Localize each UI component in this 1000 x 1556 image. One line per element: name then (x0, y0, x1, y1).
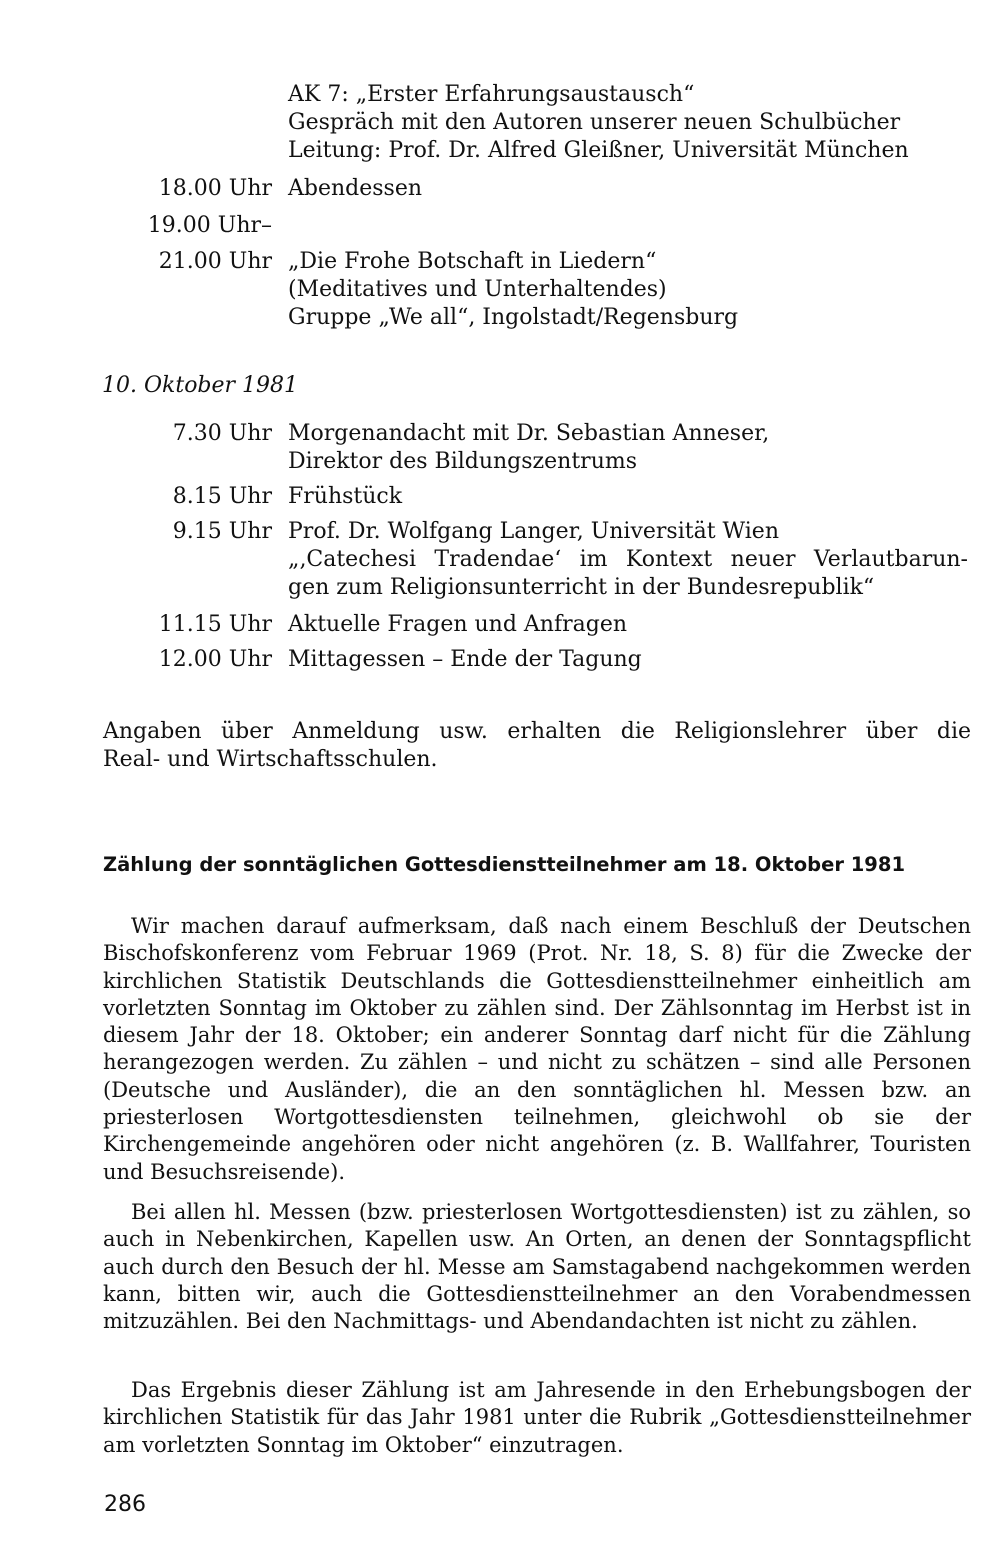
ak7-subtitle: Gespräch mit den Autoren unserer neuen Schulbücher (288, 110, 901, 135)
paragraph: Wir machen darauf aufmerksam, daß nach einem Beschluß der Deutschen Bischofskonferenz vom Februar 1969 (Prot. Nr. 18, S. 8) für die Zwecke der kirchlichen Statistik Deutschlands die Gottesdienstteilnehmer einheitlich am vorletzten Sonntag im Oktober zu zählen sind. Der Zählsonntag im Herbst ist in diesem Jahr der 18. Oktober; ein anderer Sonntag darf nicht für die Zählung herangezogen werden. Zu zählen – und nicht zu schätzen – sind alle Personen (Deutsche und Ausländer), die an den sonntäglichen hl. Messen bzw. an priesterlosen Wortgottesdiensten teilnehmen, gleichwohl ob sie der Kirchengemeinde angehören oder nicht angehören (z. B. Wallfahrer, Touristen und Besuchsreisende). (103, 914, 971, 1184)
schedule-event: Frühstück (288, 484, 403, 509)
schedule-event: „Die Frohe Botschaft in Liedern“ (288, 249, 657, 274)
schedule-time: 12.00 Uhr (158, 647, 272, 672)
date-heading: 10. Oktober 1981 (102, 373, 299, 398)
schedule-event: gen zum Religionsunterricht in der Bundesrepublik“ (288, 575, 875, 600)
ak7-title: AK 7: „Erster Erfahrungsaustausch“ (288, 82, 695, 107)
paragraph: Bei allen hl. Messen (bzw. priesterlosen Wortgottesdiensten) ist zu zählen, so auch in Nebenkirchen, Kapellen usw. An Orten, an denen der Sonntagspflicht auch durch den Besuch der hl. Messe am Samstagabend nachgekommen werden kann, bitten wir, auch die Gottesdienstteilnehmer an den Vorabendmessen mitzuzählen. Bei den Nachmittags- und Abendandachten ist nicht zu zählen. (103, 1200, 971, 1334)
section-heading: Zählung der sonntäglichen Gottesdienstteilnehmer am 18. Oktober 1981 (103, 853, 906, 876)
schedule-time: 7.30 Uhr (172, 421, 272, 446)
section-body (103, 913, 971, 1186)
notice-line: Angaben über Anmeldung usw. erhalten die Religionslehrer über die (103, 719, 971, 744)
schedule-time: 9.15 Uhr (172, 519, 272, 544)
section-body (103, 1377, 971, 1459)
schedule-event: Gruppe „We all“, Ingolstadt/Regensburg (288, 305, 739, 330)
paragraph: Das Ergebnis dieser Zählung ist am Jahresende in den Erhebungsbogen der kirchlichen Statistik für das Jahr 1981 unter die Rubrik „Gottesdienstteilnehmer am vorletzten Sonntag im Oktober“ einzutragen. (103, 1378, 971, 1457)
page-number: 286 (104, 1492, 146, 1517)
schedule-event: Aktuelle Fragen und Anfragen (288, 612, 628, 637)
schedule-event: Mittagessen – Ende der Tagung (288, 647, 642, 672)
schedule-event: (Meditatives und Unterhaltendes) (288, 277, 667, 302)
schedule-time: 21.00 Uhr (158, 249, 272, 274)
ak7-leader: Leitung: Prof. Dr. Alfred Gleißner, Universität München (288, 138, 909, 163)
section-body (103, 1199, 971, 1335)
schedule-event: Prof. Dr. Wolfgang Langer, Universität Wien (288, 519, 779, 544)
schedule-time: 8.15 Uhr (172, 484, 272, 509)
schedule-time: 19.00 Uhr– (147, 213, 272, 238)
schedule-time: 11.15 Uhr (158, 612, 272, 637)
notice-line: Real- und Wirtschaftsschulen. (103, 747, 438, 772)
schedule-event: „‚Catechesi Tradendae‘ im Kontext neuer Verlautbarun- (288, 547, 968, 572)
schedule-event: Abendessen (288, 176, 423, 201)
schedule-time: 18.00 Uhr (158, 176, 272, 201)
schedule-event: Morgenandacht mit Dr. Sebastian Anneser, (288, 421, 770, 446)
schedule-event: Direktor des Bildungszentrums (288, 449, 638, 474)
